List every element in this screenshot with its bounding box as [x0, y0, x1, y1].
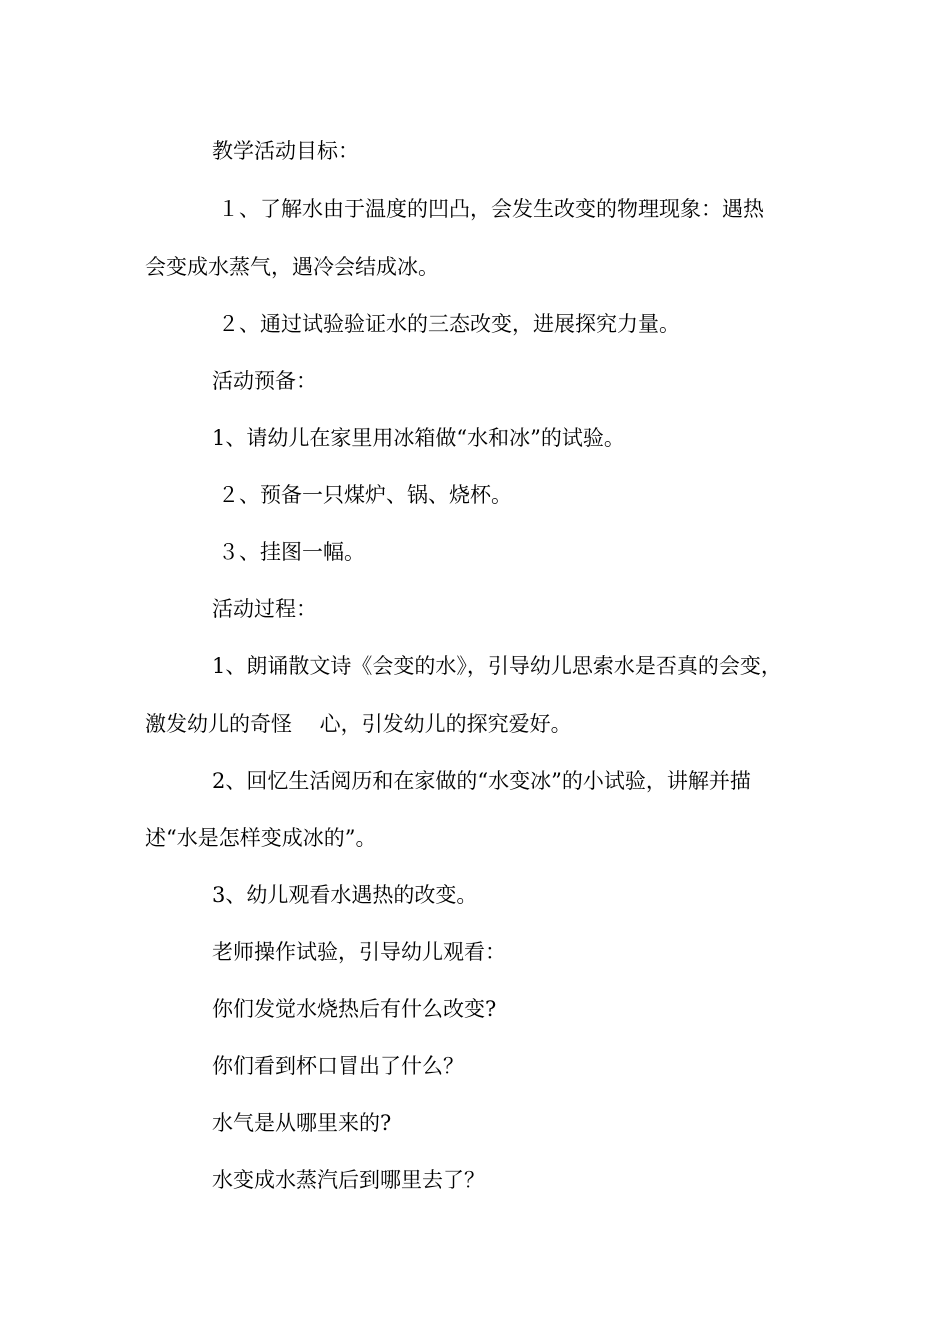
step-1-line-1: 1、朗诵散文诗《会变的水》，引导幼儿思索水是否真的会变，	[212, 654, 782, 678]
question-1: 你们发觉水烧热后有什么改变?	[212, 997, 497, 1021]
heading-goals: 教学活动目标：	[212, 139, 359, 163]
prep-item-3: ３、挂图一幅。	[218, 540, 365, 564]
step-2-line-2: 述“水是怎样变成冰的”。	[145, 826, 377, 850]
step-3: 3、幼儿观看水遇热的改变。	[212, 883, 478, 907]
question-2: 你们看到杯口冒出了什么？	[212, 1054, 464, 1078]
teacher-operation: 老师操作试验，引导幼儿观看：	[212, 940, 506, 964]
heading-process: 活动过程：	[212, 597, 317, 621]
goal-2: ２、通过试验验证水的三态改变，进展探究力量。	[218, 312, 680, 336]
question-4: 水变成水蒸汽后到哪里去了？	[212, 1168, 485, 1192]
step-1-line-2: 激发幼儿的奇怪 心，引发幼儿的探究爱好。	[145, 712, 572, 736]
goal-1-line-2: 会变成水蒸气，遇冷会结成冰。	[145, 255, 439, 279]
step-2-line-1: 2、回忆生活阅历和在家做的“水变冰”的小试验，讲解并描	[212, 769, 751, 793]
goal-1-line-1: １、了解水由于温度的凹凸，会发生改变的物理现象：遇热	[218, 197, 764, 221]
prep-item-2: ２、预备一只煤炉、锅、烧杯。	[218, 483, 512, 507]
prep-item-1: 1、请幼儿在家里用冰箱做“水和冰”的试验。	[212, 426, 625, 450]
question-3: 水气是从哪里来的?	[212, 1111, 392, 1135]
heading-prep: 活动预备：	[212, 369, 317, 393]
